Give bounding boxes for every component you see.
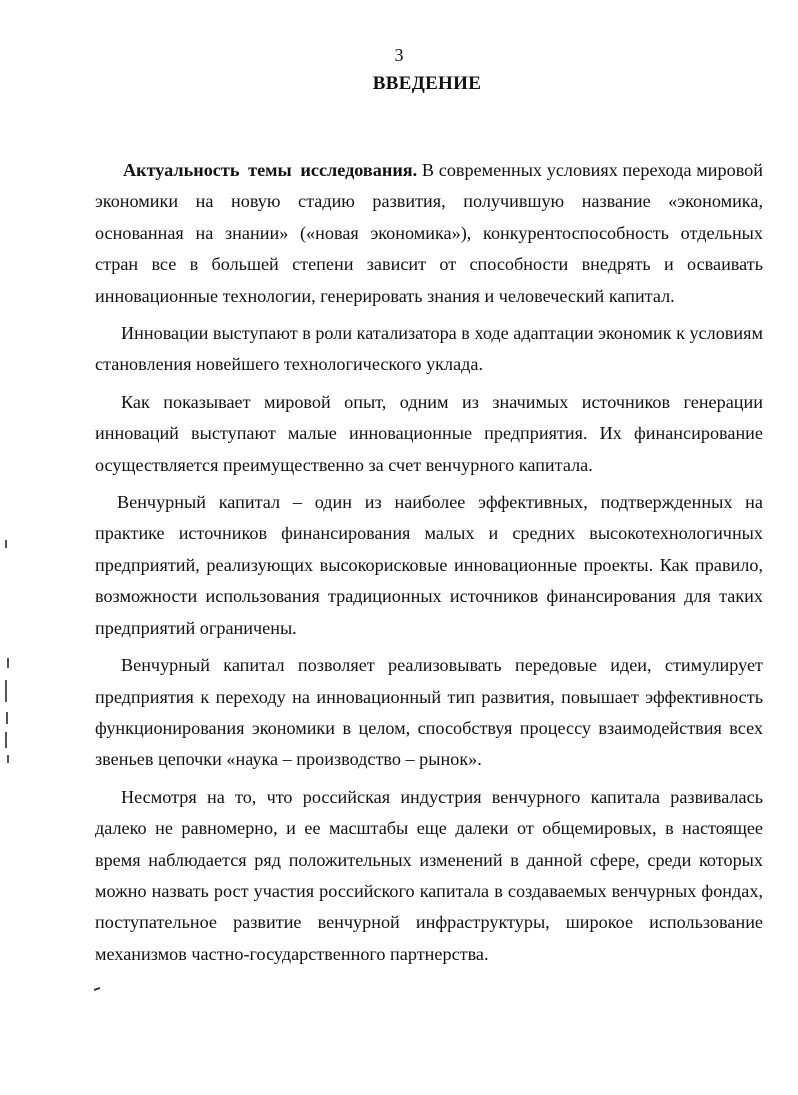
paragraph-world-experience: Как показывает мировой опыт, одним из значимых источников генерации инноваций выступают малые инновационные предприятия. Их финансирование осуществляется преимущественно за счет венчурного капитала. xyxy=(95,391,763,475)
paragraph-venture-capital: Венчурный капитал – один из наиболее эффективных, подтвержденных на практике источников финансирования малых и средних высокотехнологичных предприятий, реализующих высокорисковые инновационные проекты. Как правило, возможности использования традиционных источников финансирования для таких предприятий ограничены. xyxy=(95,492,763,638)
scan-artifact-mark xyxy=(94,987,100,991)
page-number: 3 xyxy=(394,45,404,65)
paragraph-lead: Актуальность темы исследования. xyxy=(123,160,418,180)
body-text xyxy=(95,155,763,976)
paragraph-innovation: Инновации выступают в роли катализатора в ходе адаптации экономик к условиям становления новейшего технологического уклада. xyxy=(95,323,763,375)
paragraph-relevance xyxy=(95,155,763,312)
scan-margin-marks xyxy=(5,540,17,770)
paragraph-text: В современных условиях перехода мировой экономики на новую стадию развития, получившую название «экономика, основанная на знании» («новая экономика»), конкурентоспособность отдельных стран все в большей степени зависит от способности внедрять и осваивать инновационные технологии, генерировать знания и человеческий капитал. xyxy=(95,160,763,306)
section-heading: ВВЕДЕНИЕ xyxy=(372,73,482,94)
paragraph-venture-benefits: Венчурный капитал позволяет реализовывать передовые идеи, стимулирует предприятия к переходу на инновационный тип развития, повышает эффективность функционирования экономики в целом, способствуя процессу взаимодействия всех звеньев цепочки «наука – производство – рынок». xyxy=(95,655,763,770)
paragraph-russian-industry: Несмотря на то, что российская индустрия венчурного капитала развивалась далеко не равномерно, и ее масштабы еще далеки от общемировых, в настоящее время наблюдается ряд положительных изменений в данной сфере, среди которых можно назвать рост участия российского капитала в создаваемых венчурных фондах, поступательное развитие венчурной инфраструктуры, широкое использование механизмов частно-государственного партнерства. xyxy=(95,786,763,964)
